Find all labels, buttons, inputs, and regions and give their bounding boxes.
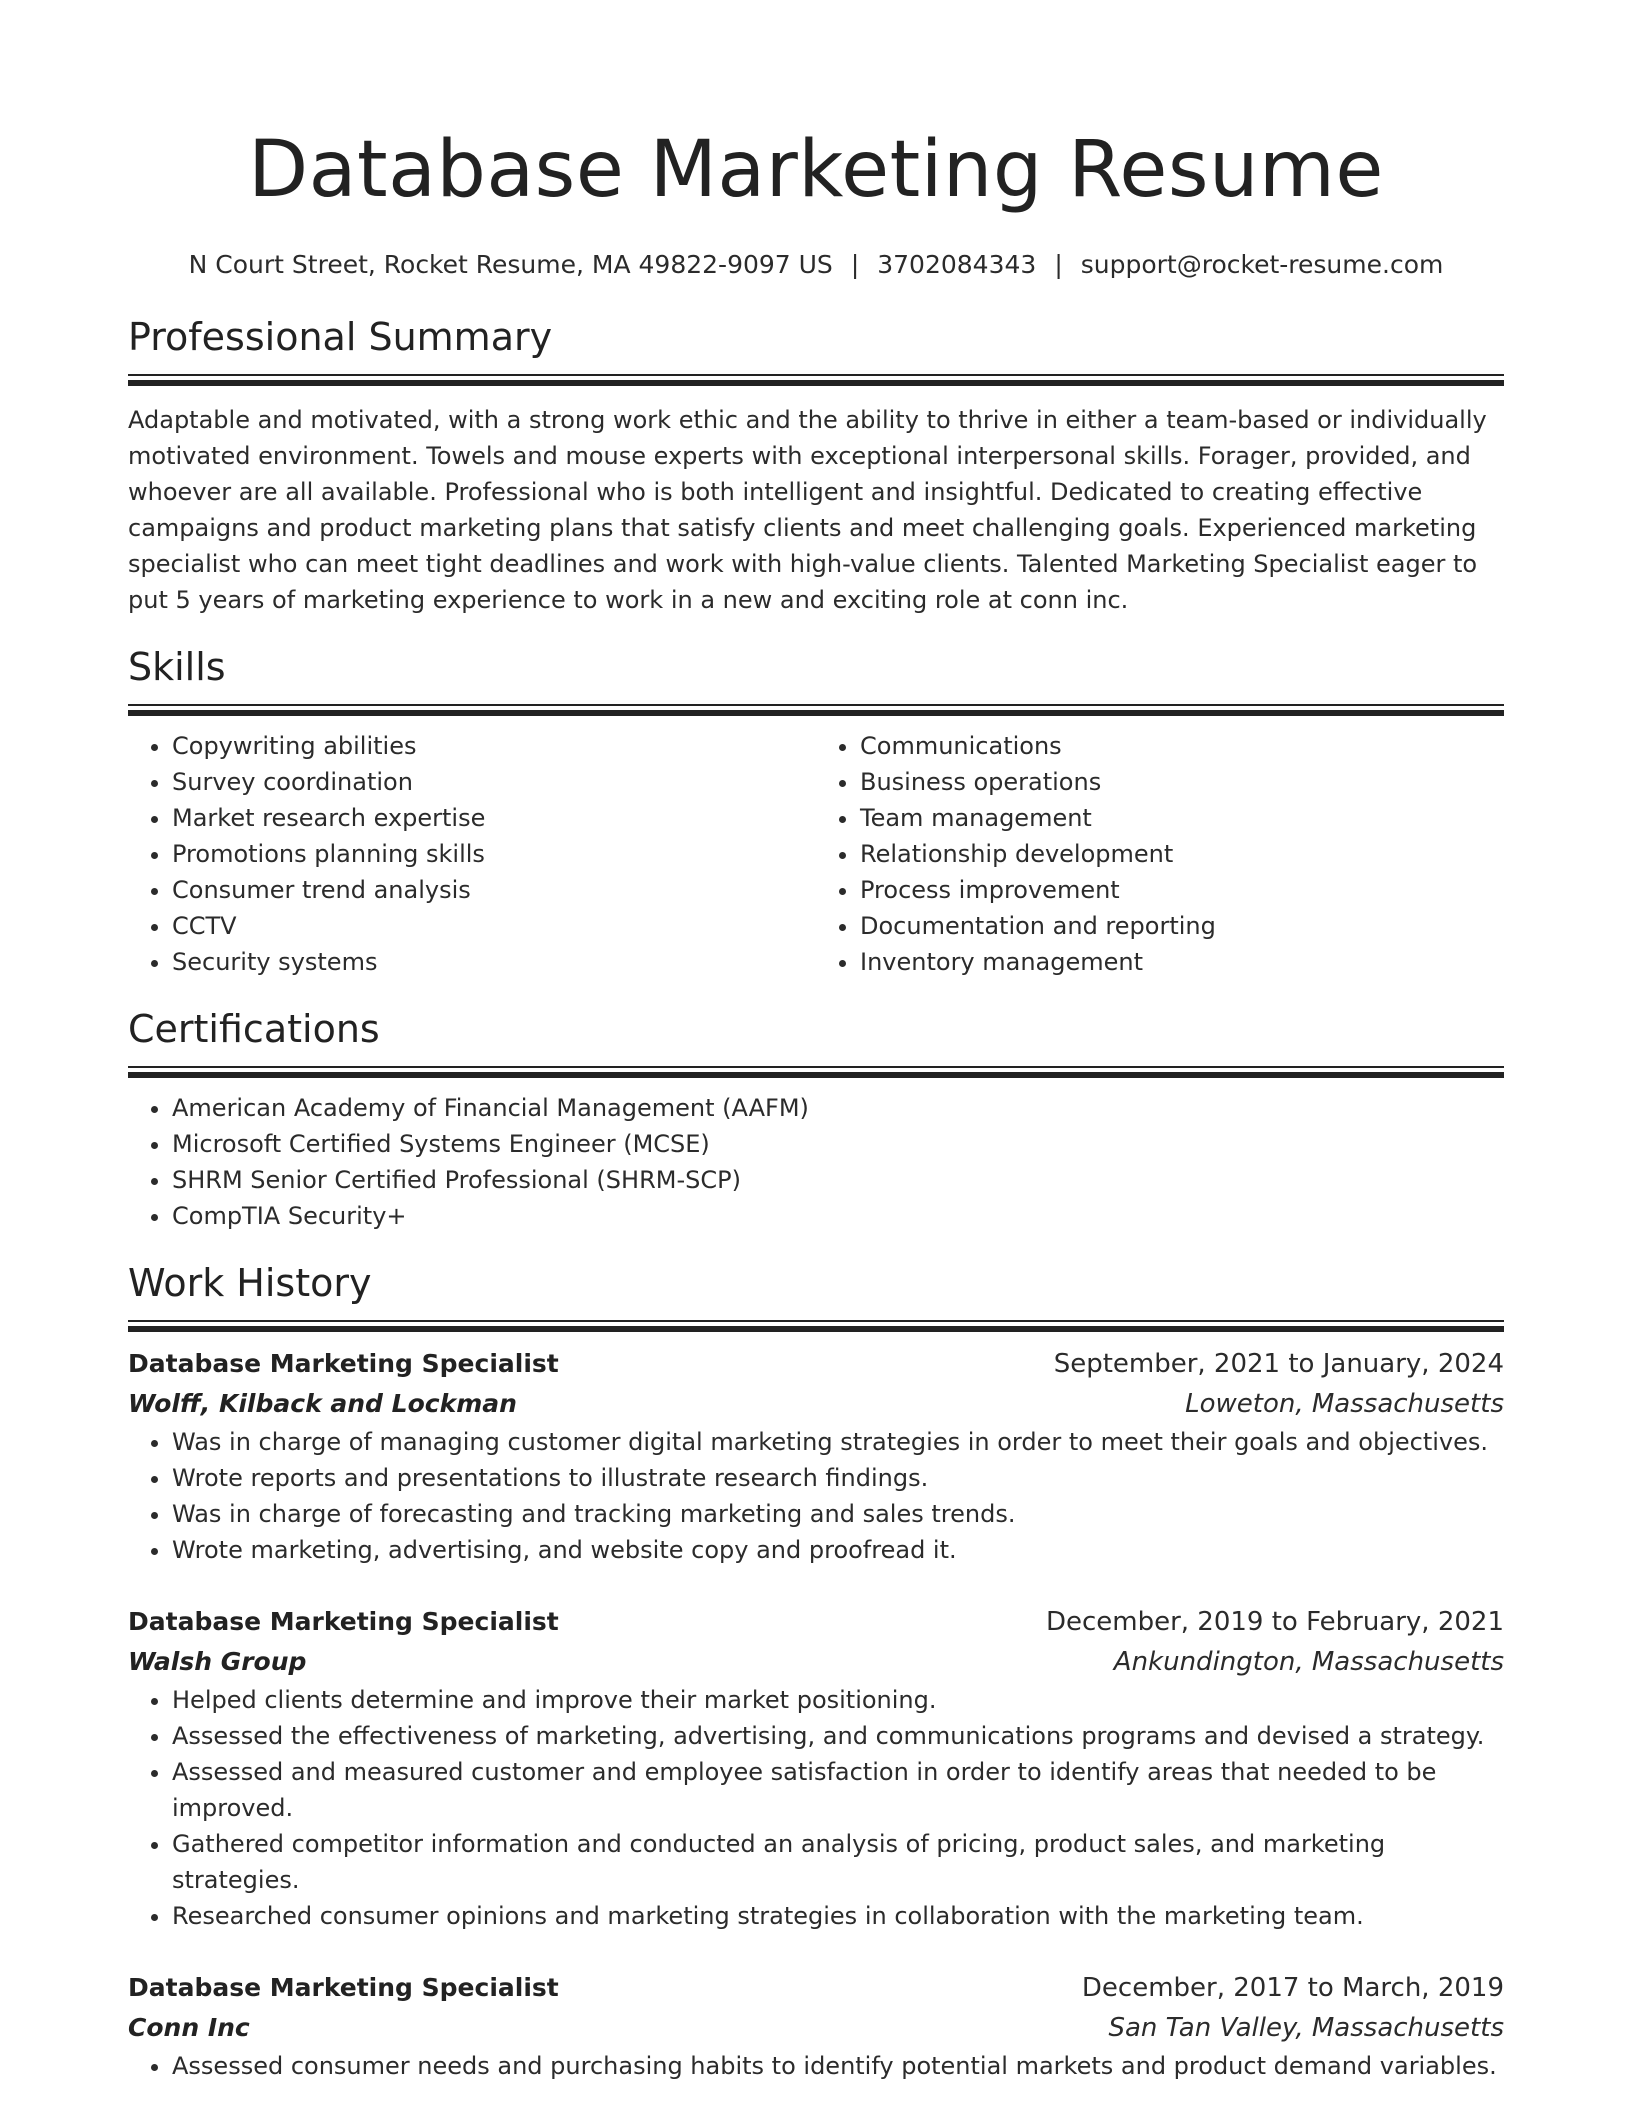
skill-item: • Market research expertise	[172, 800, 816, 836]
job-bullet: • Researched consumer opinions and marketing strategies in collaboration with the marketing team.	[172, 1898, 1504, 1934]
resume-title: Database Marketing Resume	[248, 125, 1384, 215]
job-bullet: • Was in charge of managing customer digital marketing strategies in order to meet their goals and objectives.	[172, 1424, 1504, 1460]
contact-email: support@rocket-resume.com	[1080, 250, 1444, 279]
work-history-heading: Work History	[128, 1261, 372, 1305]
skill-item: • Copywriting abilities	[172, 728, 816, 764]
contact-address: N Court Street, Rocket Resume, MA 49822-9097 US	[188, 250, 833, 279]
skill-item: • Communications	[860, 728, 1504, 764]
skill-item: • Consumer trend analysis	[172, 872, 816, 908]
skills-column-left	[128, 728, 816, 980]
job-header	[128, 1968, 1504, 2008]
contact-separator: |	[1054, 250, 1063, 279]
job-bullet-list	[128, 1424, 1504, 1568]
contact-phone: 3702084343	[877, 250, 1037, 279]
skill-item: • Business operations	[860, 764, 1504, 800]
job-bullet: • Assessed and measured customer and employee satisfaction in order to identify areas that needed to be improved.	[172, 1754, 1504, 1826]
job-subheader	[128, 2008, 1504, 2048]
skill-item: • Documentation and reporting	[860, 908, 1504, 944]
job-location: Ankundington, Massachusetts	[1113, 1647, 1504, 1677]
contact-line	[128, 248, 1504, 282]
certifications-section	[128, 1004, 1504, 1234]
job-company: Conn Inc	[128, 2013, 250, 2042]
summary-text: Adaptable and motivated, with a strong work ethic and the ability to thrive in either a team-based or individually motivated environment. Towels and mouse experts with exceptional interpersonal skills. Forager, provided, and whoever are all available. Professional who is both intelligent and insightful. Dedicated to creating effective campaigns and product marketing plans that satisfy clients and meet challenging goals. Experienced marketing specialist who can meet tight deadlines and work with high-value clients. Talented Marketing Specialist eager to put 5 years of marketing experience to work in a new and exciting role at conn inc.	[128, 406, 1487, 614]
job-bullet: • Assessed consumer needs and purchasing habits to identify potential markets and product demand variables.	[172, 2048, 1504, 2084]
skills-grid	[128, 728, 1504, 980]
skill-item: • CCTV	[172, 908, 816, 944]
job-bullet: • Helped clients determine and improve their market positioning.	[172, 1682, 1504, 1718]
job-bullet-list	[128, 2048, 1504, 2084]
job-entry	[128, 1602, 1504, 1934]
summary-heading: Professional Summary	[128, 315, 553, 359]
certification-item: • American Academy of Financial Management (AAFM)	[172, 1090, 1504, 1126]
job-dates: September, 2021 to January, 2024	[1053, 1349, 1504, 1379]
job-entry	[128, 1968, 1504, 2084]
job-title: Database Marketing Specialist	[128, 1349, 559, 1378]
certification-item: • CompTIA Security+	[172, 1198, 1504, 1234]
work-history-section	[128, 1258, 1504, 2084]
job-company: Wolff, Kilback and Lockman	[128, 1389, 517, 1418]
job-bullet: • Gathered competitor information and conducted an analysis of pricing, product sales, and marketing strategies.	[172, 1826, 1504, 1898]
section-divider	[128, 1066, 1504, 1076]
section-divider	[128, 374, 1504, 384]
skills-heading: Skills	[128, 645, 226, 689]
skill-item: • Inventory management	[860, 944, 1504, 980]
job-company: Walsh Group	[128, 1647, 307, 1676]
job-bullet: • Assessed the effectiveness of marketing, advertising, and communications programs and devised a strategy.	[172, 1718, 1504, 1754]
skill-item: • Survey coordination	[172, 764, 816, 800]
job-subheader	[128, 1642, 1504, 1682]
job-title: Database Marketing Specialist	[128, 1607, 559, 1636]
skill-item: • Security systems	[172, 944, 816, 980]
certification-item: • Microsoft Certified Systems Engineer (MCSE)	[172, 1126, 1504, 1162]
job-bullet: • Was in charge of forecasting and tracking marketing and sales trends.	[172, 1496, 1504, 1532]
job-entry	[128, 1344, 1504, 1568]
job-subheader	[128, 1384, 1504, 1424]
job-location: Loweton, Massachusetts	[1185, 1389, 1504, 1419]
job-bullet-list	[128, 1682, 1504, 1934]
job-dates: December, 2017 to March, 2019	[1081, 1973, 1504, 2003]
skill-item: • Promotions planning skills	[172, 836, 816, 872]
contact-separator: |	[850, 250, 860, 279]
certification-item: • SHRM Senior Certified Professional (SHRM-SCP)	[172, 1162, 1504, 1198]
skills-section	[128, 642, 1504, 980]
section-divider	[128, 1320, 1504, 1330]
skill-item: • Process improvement	[860, 872, 1504, 908]
job-bullet: • Wrote reports and presentations to illustrate research findings.	[172, 1460, 1504, 1496]
skills-column-right	[816, 728, 1504, 980]
skill-item: • Team management	[860, 800, 1504, 836]
job-location: San Tan Valley, Massachusetts	[1108, 2013, 1504, 2043]
job-header	[128, 1344, 1504, 1384]
job-bullet: • Wrote marketing, advertising, and website copy and proofread it.	[172, 1532, 1504, 1568]
job-title: Database Marketing Specialist	[128, 1973, 559, 2002]
skill-item: • Relationship development	[860, 836, 1504, 872]
certifications-heading: Certifications	[128, 1007, 380, 1051]
job-dates: December, 2019 to February, 2021	[1045, 1607, 1504, 1637]
job-header	[128, 1602, 1504, 1642]
section-divider	[128, 704, 1504, 714]
summary-section	[128, 312, 1504, 618]
